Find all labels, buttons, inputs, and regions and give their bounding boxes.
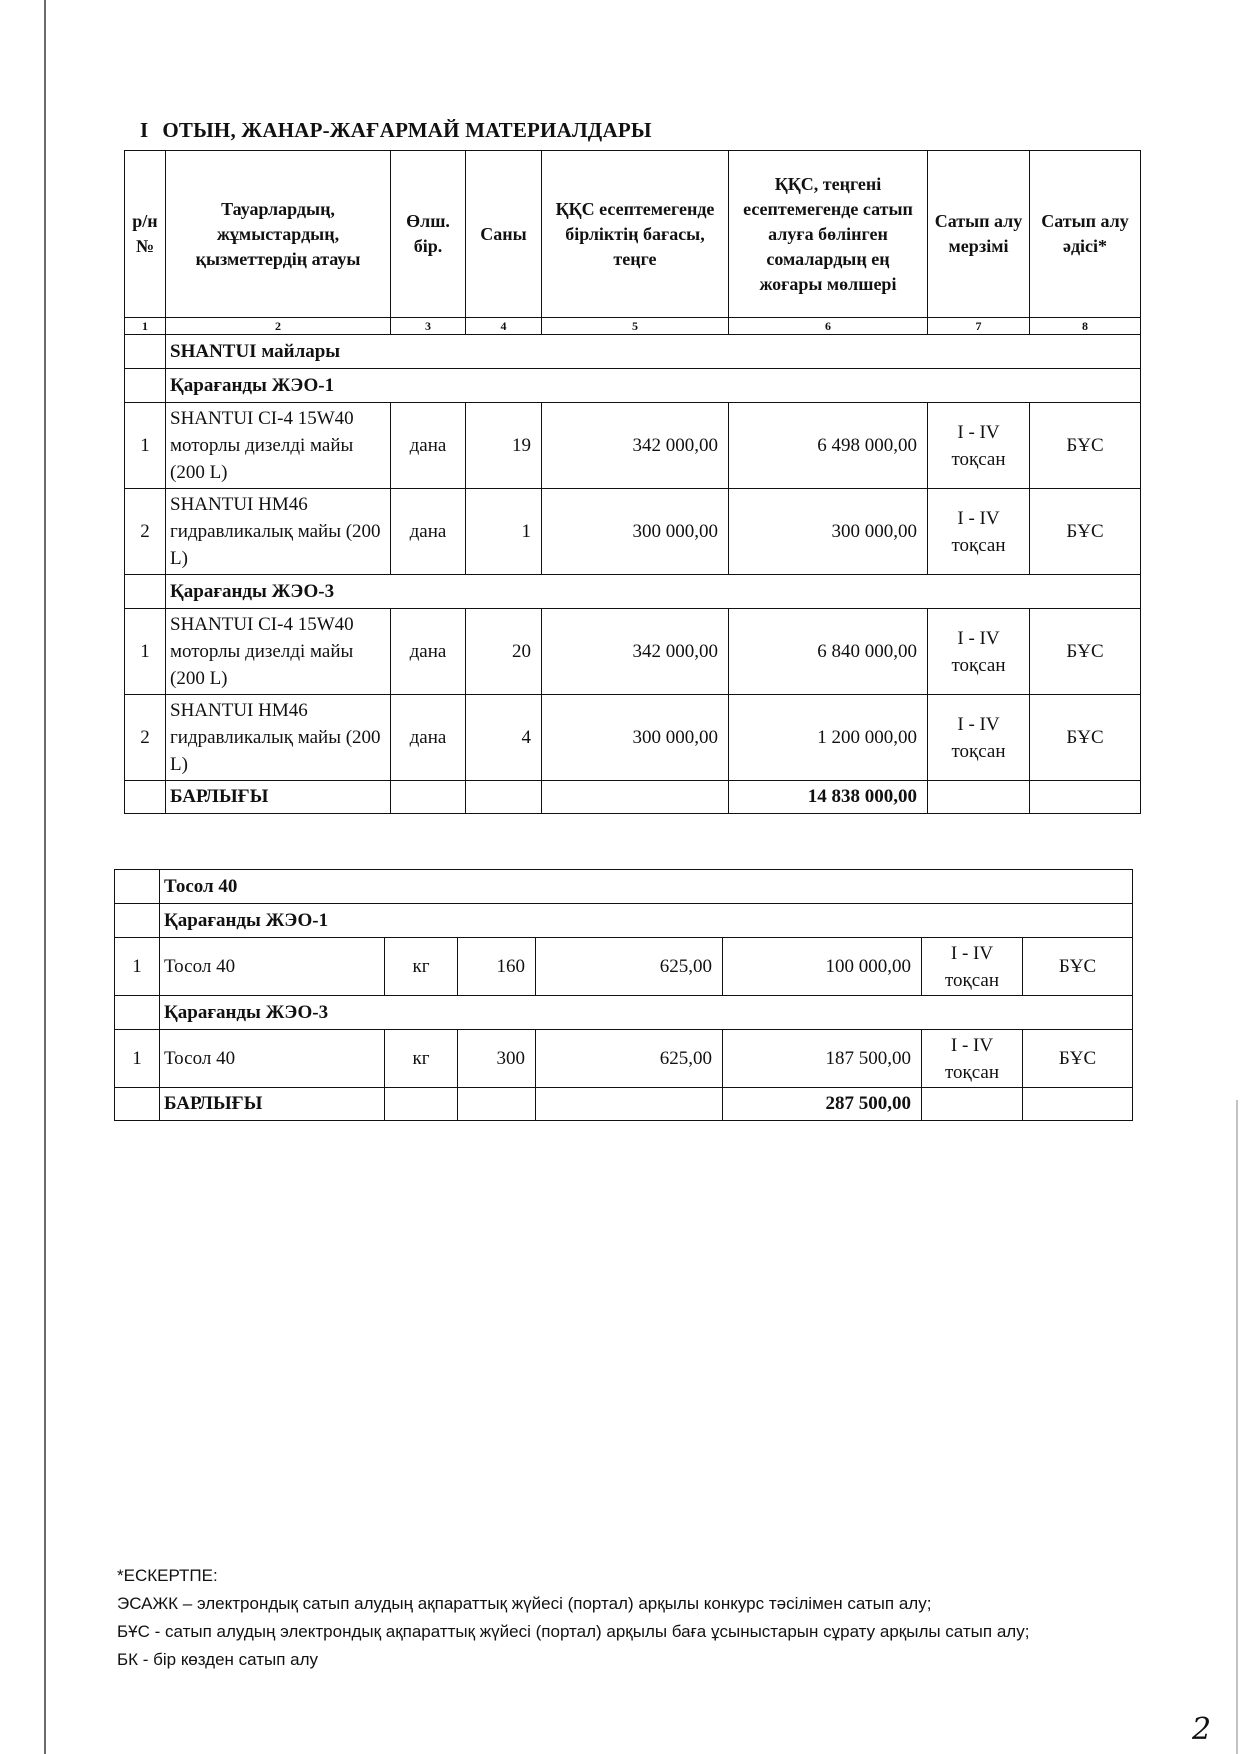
- row-unit: кг: [385, 938, 458, 996]
- row-unit: дана: [391, 609, 466, 695]
- subgroup-title: Қарағанды ЖЭО-1: [160, 904, 1133, 938]
- row-term: I - IV тоқсан: [928, 609, 1030, 695]
- row-name: Тосол 40: [160, 938, 385, 996]
- column-number: 6: [729, 318, 928, 335]
- row-term: I - IV тоқсан: [922, 938, 1023, 996]
- footnote-bus: БҰС - сатып алудың электрондық ақпараттық жүйесі (портал) арқылы баға ұсыныстарын сұрату арқылы сатып алу;: [117, 1622, 1030, 1641]
- antifreeze-table: [114, 869, 1133, 1121]
- total-value: 14 838 000,00: [729, 781, 928, 814]
- row-unit: дана: [391, 489, 466, 575]
- column-number: 3: [391, 318, 466, 335]
- subgroup-title: Қарағанды ЖЭО-3: [160, 996, 1133, 1030]
- row-qty: 19: [466, 403, 542, 489]
- row-unit: дана: [391, 695, 466, 781]
- column-number: 2: [166, 318, 391, 335]
- subgroup-row: [115, 904, 1133, 938]
- row-number: 1: [125, 403, 166, 489]
- subgroup-title: Қарағанды ЖЭО-3: [166, 575, 1141, 609]
- header-no: р/н №: [125, 151, 166, 318]
- column-number: 7: [928, 318, 1030, 335]
- row-qty: 1: [466, 489, 542, 575]
- column-number: 1: [125, 318, 166, 335]
- row-name: SHANTUI CI-4 15W40 моторлы дизелді майы (200 L): [166, 403, 391, 489]
- total-row: [115, 1088, 1133, 1121]
- row-term: I - IV тоқсан: [928, 489, 1030, 575]
- row-number: 2: [125, 489, 166, 575]
- row-term: I - IV тоқсан: [928, 695, 1030, 781]
- row-sum: 100 000,00: [723, 938, 922, 996]
- total-label: БАРЛЫҒЫ: [166, 781, 391, 814]
- section-title: [140, 118, 652, 143]
- header-row: [125, 151, 1141, 318]
- table-row: [115, 938, 1133, 996]
- row-price: 300 000,00: [542, 489, 729, 575]
- header-sum: ҚҚС, теңгені есептемегенде сатып алуға бөлінген сомалардың ең жоғары мөлшері: [729, 151, 928, 318]
- total-value: 287 500,00: [723, 1088, 922, 1121]
- row-price: 625,00: [536, 938, 723, 996]
- row-price: 342 000,00: [542, 609, 729, 695]
- column-number: 5: [542, 318, 729, 335]
- row-sum: 300 000,00: [729, 489, 928, 575]
- row-name: SHANTUI HM46 гидравликалық майы (200 L): [166, 695, 391, 781]
- total-label: БАРЛЫҒЫ: [160, 1088, 385, 1121]
- row-unit: кг: [385, 1030, 458, 1088]
- left-margin-line: [44, 0, 46, 1754]
- row-sum: 6 498 000,00: [729, 403, 928, 489]
- row-price: 625,00: [536, 1030, 723, 1088]
- section-number: I: [140, 118, 149, 142]
- row-qty: 20: [466, 609, 542, 695]
- row-term: I - IV тоқсан: [928, 403, 1030, 489]
- column-number: 8: [1030, 318, 1141, 335]
- table-row: [115, 1030, 1133, 1088]
- group-title: SHANTUI майлары: [166, 335, 1141, 369]
- row-qty: 160: [458, 938, 536, 996]
- header-price: ҚҚС есептемегенде бірліктің бағасы, теңге: [542, 151, 729, 318]
- table-row: [125, 489, 1141, 575]
- row-method: БҰС: [1030, 695, 1141, 781]
- row-number: 1: [115, 1030, 160, 1088]
- row-number: 1: [125, 609, 166, 695]
- row-term: I - IV тоқсан: [922, 1030, 1023, 1088]
- row-method: БҰС: [1023, 938, 1133, 996]
- header-term: Сатып алу мерзімі: [928, 151, 1030, 318]
- group-row: [125, 335, 1141, 369]
- column-number-row: [125, 318, 1141, 335]
- row-method: БҰС: [1023, 1030, 1133, 1088]
- subgroup-title: Қарағанды ЖЭО-1: [166, 369, 1141, 403]
- subgroup-row: [125, 369, 1141, 403]
- table-row: [125, 609, 1141, 695]
- header-qty: Саны: [466, 151, 542, 318]
- header-unit: Өлш. бір.: [391, 151, 466, 318]
- row-method: БҰС: [1030, 609, 1141, 695]
- row-sum: 1 200 000,00: [729, 695, 928, 781]
- row-price: 300 000,00: [542, 695, 729, 781]
- row-number: 2: [125, 695, 166, 781]
- row-number: 1: [115, 938, 160, 996]
- subgroup-row: [125, 575, 1141, 609]
- row-sum: 187 500,00: [723, 1030, 922, 1088]
- group-row: [115, 870, 1133, 904]
- row-qty: 4: [466, 695, 542, 781]
- subgroup-row: [115, 996, 1133, 1030]
- oil-table: [124, 150, 1141, 814]
- section-title-text: ОТЫН, ЖАНАР-ЖАҒАРМАЙ МАТЕРИАЛДАРЫ: [162, 118, 652, 142]
- header-name: Тауарлардың, жұмыстардың, қызметтердің атауы: [166, 151, 391, 318]
- footnote-heading: *ЕСКЕРТПЕ:: [117, 1566, 218, 1585]
- row-sum: 6 840 000,00: [729, 609, 928, 695]
- row-unit: дана: [391, 403, 466, 489]
- total-row: [125, 781, 1141, 814]
- row-name: Тосол 40: [160, 1030, 385, 1088]
- footnote-esazhk: ЭСАЖК – электрондық сатып алудың ақпараттық жүйесі (портал) арқылы конкурс тәсілімен сатып алу;: [117, 1594, 932, 1613]
- row-name: SHANTUI HM46 гидравликалық майы (200 L): [166, 489, 391, 575]
- row-qty: 300: [458, 1030, 536, 1088]
- page-mark: 2: [1192, 1712, 1212, 1747]
- row-price: 342 000,00: [542, 403, 729, 489]
- row-name: SHANTUI CI-4 15W40 моторлы дизелді майы (200 L): [166, 609, 391, 695]
- group-title: Тосол 40: [160, 870, 1133, 904]
- table-row: [125, 403, 1141, 489]
- header-method: Сатып алу әдісі*: [1030, 151, 1141, 318]
- row-method: БҰС: [1030, 489, 1141, 575]
- table-row: [125, 695, 1141, 781]
- footnote-bk: БК - бір көзден сатып алу: [117, 1650, 319, 1669]
- row-method: БҰС: [1030, 403, 1141, 489]
- column-number: 4: [466, 318, 542, 335]
- right-margin-line: [1236, 1100, 1238, 1754]
- footnote: [117, 1562, 1147, 1674]
